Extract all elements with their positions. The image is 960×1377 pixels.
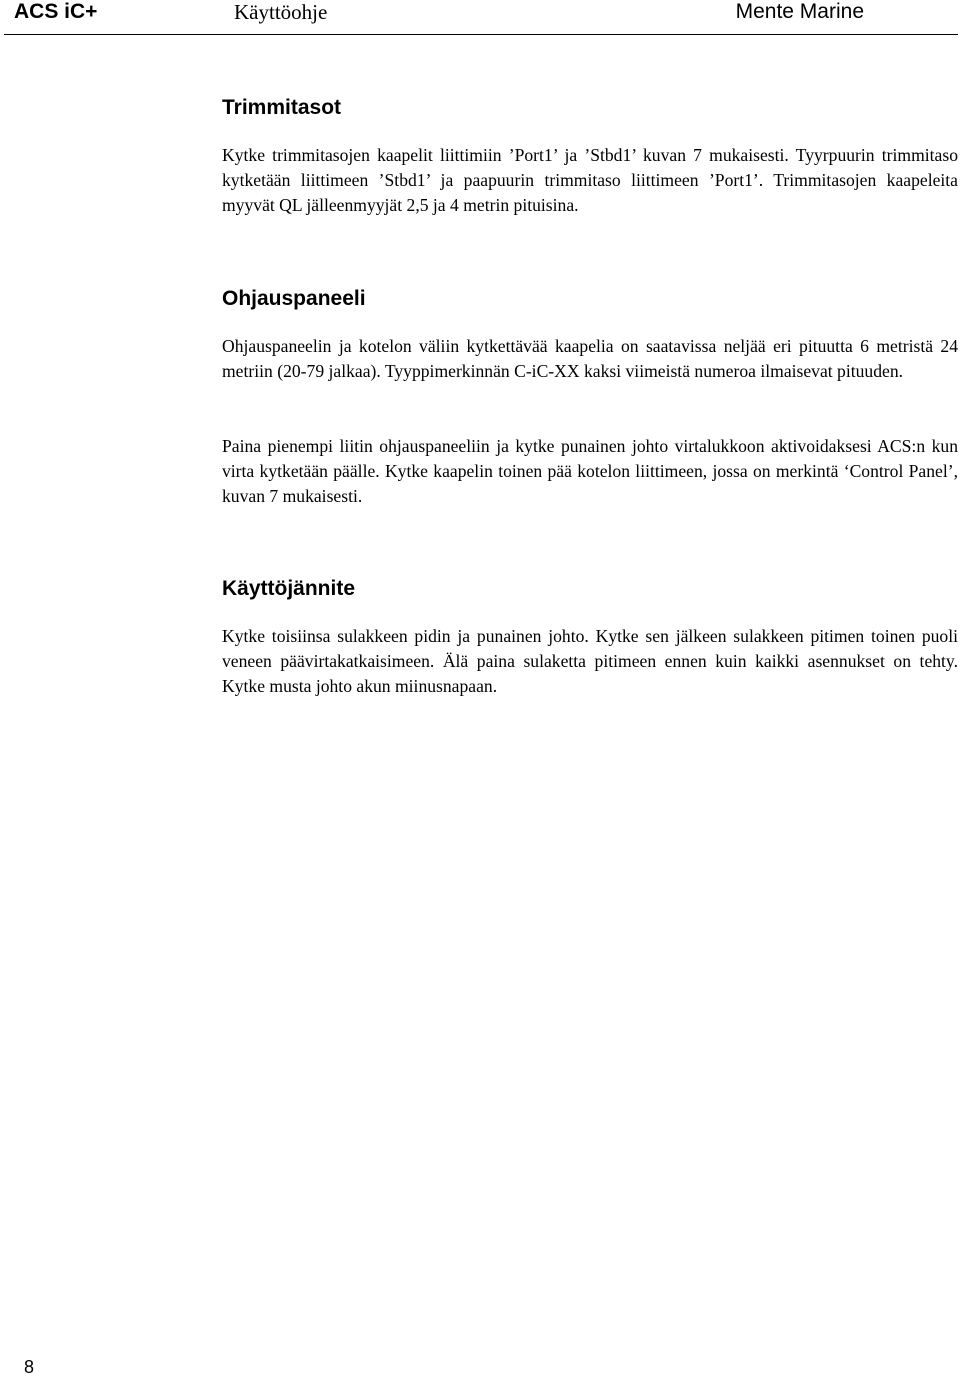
section-paragraph: Ohjauspaneelin ja kotelon väliin kytkettävää kaapelia on saatavissa neljää eri pituutta 6 metristä 24 metriin (20-79 jalkaa). Tyyppimerkinnän C-iC-XX kaksi viimeistä numeroa ilmaisevat pituuden. (222, 336, 958, 381)
section-heading-ohjauspaneeli: Ohjauspaneeli (222, 287, 366, 310)
section-paragraph: Kytke trimmitasojen kaapelit liittimiin ’Port1’ ja ’Stbd1’ kuvan 7 mukaisesti. Tyyrpuurin trimmitaso kytketään liittimeen ’Stbd1’ ja paapuurin trimmitaso liittimeen ’Port1’. Trimmitasojen kaapeleita myyvät QL jälleenmyyjät 2,5 ja 4 metrin pituisina. (222, 145, 958, 215)
header-document-title: Käyttöohje (234, 0, 328, 24)
page-header (0, 0, 960, 36)
header-divider (4, 34, 958, 35)
section-paragraph: Kytke toisiinsa sulakkeen pidin ja punainen johto. Kytke sen jälkeen sulakkeen pitimen toinen puoli veneen päävirtakatkaisimeen. Älä paina sulaketta pitimeen ennen kuin kaikki asennukset on tehty. Kytke musta johto akun miinusnapaan. (222, 626, 958, 696)
header-company-name: Mente Marine (735, 0, 864, 23)
section-heading-trimmitasot: Trimmitasot (222, 96, 342, 119)
section-paragraph: Paina pienempi liitin ohjauspaneeliin ja kytke punainen johto virtalukkoon aktivoidaksesi ACS:n kun virta kytketään päälle. Kytke kaapelin toinen pää kotelon liittimeen, jossa on merkintä ‘Control Panel’, kuvan 7 mukaisesti. (222, 436, 958, 506)
section-heading-kayttojannite: Käyttöjännite (222, 577, 356, 600)
page-number: 8 (24, 1357, 35, 1377)
header-product-name: ACS iC+ (14, 0, 98, 23)
